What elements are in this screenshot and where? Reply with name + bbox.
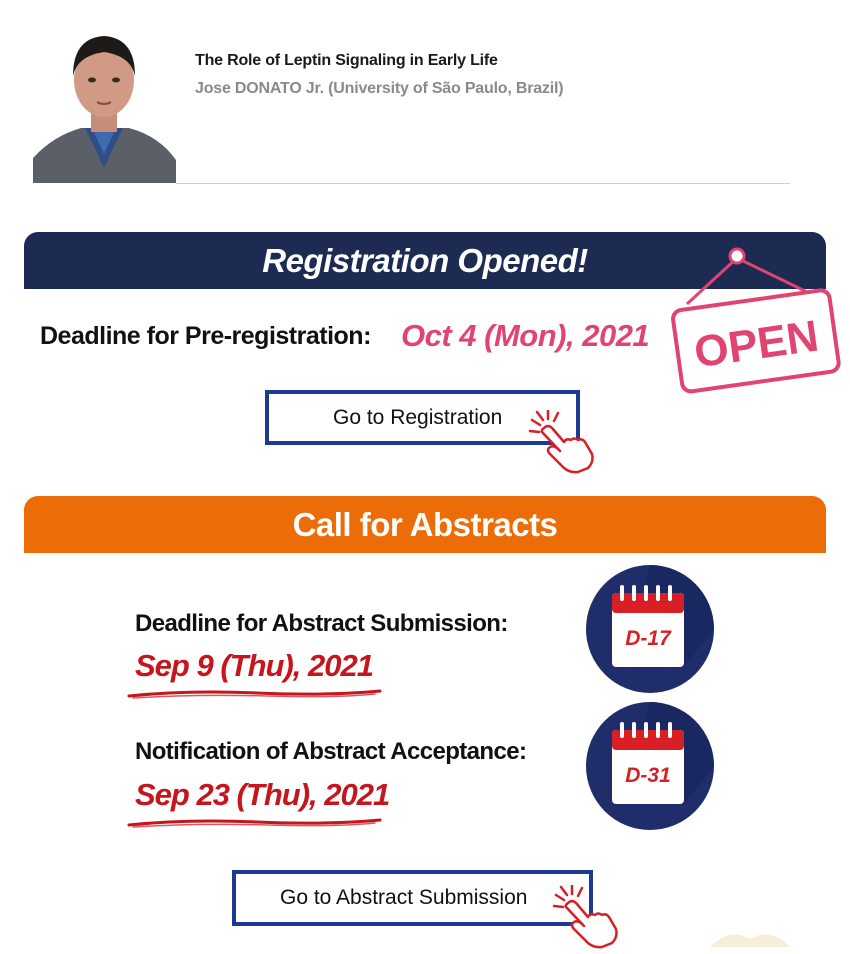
abstract-submission-deadline-label: Deadline for Abstract Submission: — [135, 610, 508, 637]
calendar-icon — [584, 700, 716, 832]
decorative-shape — [700, 925, 800, 947]
pre-registration-deadline-date: Oct 4 (Mon), 2021 — [401, 318, 650, 353]
brush-underline — [127, 815, 382, 829]
registration-banner: Registration Opened! — [24, 232, 826, 289]
pointing-hand-icon — [552, 885, 622, 949]
speaker-name: Jose DONATO Jr. (University of São Paulo, Brazil) — [195, 80, 564, 97]
abstract-notification-label: Notification of Abstract Acceptance: — [135, 738, 527, 765]
countdown-text: D-17 — [625, 627, 671, 650]
divider — [176, 183, 790, 184]
abstract-submission-deadline-date: Sep 9 (Thu), 2021 — [135, 648, 373, 683]
talk-title: The Role of Leptin Signaling in Early Life — [195, 52, 498, 69]
countdown-text: D-31 — [625, 764, 671, 787]
go-to-registration-label: Go to Registration — [333, 405, 503, 429]
speaker-photo — [33, 18, 176, 183]
calendar-icon — [584, 563, 716, 695]
go-to-abstract-submission-button[interactable] — [232, 870, 593, 926]
open-sign-icon — [665, 242, 843, 397]
pointing-hand-icon — [528, 410, 598, 474]
abstract-notification-date: Sep 23 (Thu), 2021 — [135, 777, 390, 812]
go-to-abstract-submission-label: Go to Abstract Submission — [280, 886, 528, 909]
call-for-abstracts-banner: Call for Abstracts — [24, 496, 826, 553]
open-sign-text: OPEN — [691, 311, 822, 378]
brush-underline — [127, 686, 382, 700]
pre-registration-deadline-label: Deadline for Pre-registration: — [40, 322, 371, 350]
